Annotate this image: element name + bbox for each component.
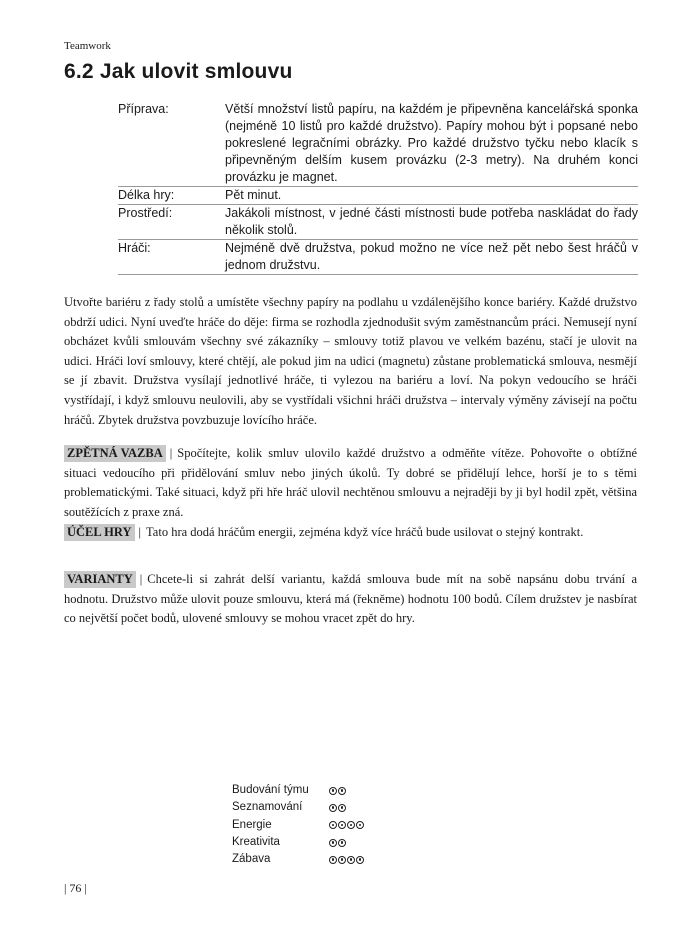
intro-paragraph: Utvořte bariéru z řady stolů a umístěte všechny papíry na podlahu u vzdálenějšího konce bariéry. Každé družstvo obdrží udici. Nyní uveďte hráče do děje: firma se rozhodla zjednodušit svým zaměstnancům práci. Nemusejí nyní obcházet kvůli smlouvám všechny své zákazníky – smlouvy totiž plavou ve velkém bazénu, stačí je ulovit na udici. Hráči loví smlouvy, které chtějí, ale pokud jim na udici (magnetu) zůstane problematická smlouva, nesmějí se jí zbavit. Družstva vysílají jednotlivé hráče, ti vylezou na bariéru a loví. Na pokyn vedoucího se hráči vystřídají, i když smlouvu neulovili, aby se vystřídali všichni hráči družstva – intervaly výměny závisejí na počtu hráčů. Zbytek družstva povzbuzuje lovícího hráče. (64, 295, 637, 427)
rating-name: Energie (232, 818, 272, 831)
page-number: | 76 | (64, 881, 87, 895)
separator: | (169, 446, 173, 460)
feedback-section (64, 444, 637, 522)
info-label: Prostředí: (118, 206, 173, 220)
star-icon (329, 787, 337, 795)
info-row-players (118, 240, 638, 275)
rating-stars (329, 787, 346, 795)
rating-stars (329, 839, 346, 847)
rating-stars (329, 804, 346, 812)
info-label: Příprava: (118, 102, 169, 116)
variants-tag: VARIANTY (64, 571, 136, 588)
rating-stars (329, 821, 364, 829)
rating-name: Zábava (232, 853, 271, 866)
star-icon (329, 804, 337, 812)
star-icon (356, 856, 364, 864)
rating-row (232, 799, 364, 816)
star-icon (338, 839, 346, 847)
rating-name: Budování týmu (232, 784, 309, 796)
star-icon (356, 821, 364, 829)
rating-stars (329, 856, 364, 864)
purpose-section (64, 523, 637, 543)
rating-row (232, 782, 364, 799)
variants-text: Chcete-li si zahrát delší variantu, každá smlouva bude mít na sobě napsánu dobu trvání a hodnotu. Družstvo může ulovit pouze smlouvu, která má (řekněme) hodnotu 100 bodů. Cílem družstev je nasbírat co největší počet bodů, ulovené smlouvy se mohou vracet zpět do hry. (64, 572, 637, 626)
separator: | (138, 525, 142, 539)
star-icon (338, 856, 346, 864)
variants-section (64, 570, 637, 629)
star-icon (347, 821, 355, 829)
info-row-preparation (118, 101, 638, 187)
star-icon (338, 804, 346, 812)
feedback-text: Spočítejte, kolik smluv ulovilo každé družstvo a odměňte vítěze. Pohovořte o obtížné situaci vedoucího při přidělování smluv nebo jiných úkolů. Ty dobré se přidělují lehce, horší je to s těmi problematickými. Také situaci, když při hře hráč ulovil nechtěnou smlouvu a nejraději by ji byl hodil zpět, většina soutěžících z praxe zná. (64, 446, 637, 519)
star-icon (329, 856, 337, 864)
star-icon (329, 839, 337, 847)
game-info-table (118, 101, 638, 275)
info-label: Délka hry: (118, 188, 175, 202)
rating-row (232, 817, 364, 834)
rating-name: Seznamování (232, 801, 303, 814)
star-icon (347, 856, 355, 864)
star-icon (338, 787, 346, 795)
purpose-tag: ÚČEL HRY (64, 524, 135, 541)
purpose-text: Tato hra dodá hráčům energii, zejména když více hráčů bude usilovat o stejný kontrakt. (146, 525, 584, 539)
ratings-box (232, 782, 364, 868)
info-label: Hráči: (118, 241, 151, 255)
feedback-tag: ZPĚTNÁ VAZBA (64, 445, 166, 462)
rating-row (232, 851, 364, 868)
info-value: Nejméně dvě družstva, pokud možno ne více než pět nebo šest hráčů v jednom družstvu. (225, 241, 638, 272)
info-value: Jakákoli místnost, v jedné části místnosti bude potřeba naskládat do řady několik stolů. (225, 206, 638, 237)
separator: | (139, 572, 143, 586)
info-row-duration (118, 187, 638, 205)
star-icon (329, 821, 337, 829)
star-icon (338, 821, 346, 829)
rating-name: Kreativita (232, 835, 280, 848)
info-row-environment (118, 205, 638, 240)
info-value: Větší množství listů papíru, na každém je připevněna kancelářská sponka (nejméně 10 listů pro každé družstvo). Papíry mohou být i popsané nebo pokreslené legračními obrázky. Pro každé družstvo tyčku nebo klacík s připevněným delším kusem provázku (2-3 metry). Na druhém konci provázku je magnet. (225, 102, 638, 184)
running-head: Teamwork (64, 40, 111, 52)
info-value: Pět minut. (225, 188, 282, 202)
page-title: 6.2 Jak ulovit smlouvu (64, 60, 293, 83)
rating-row (232, 834, 364, 851)
